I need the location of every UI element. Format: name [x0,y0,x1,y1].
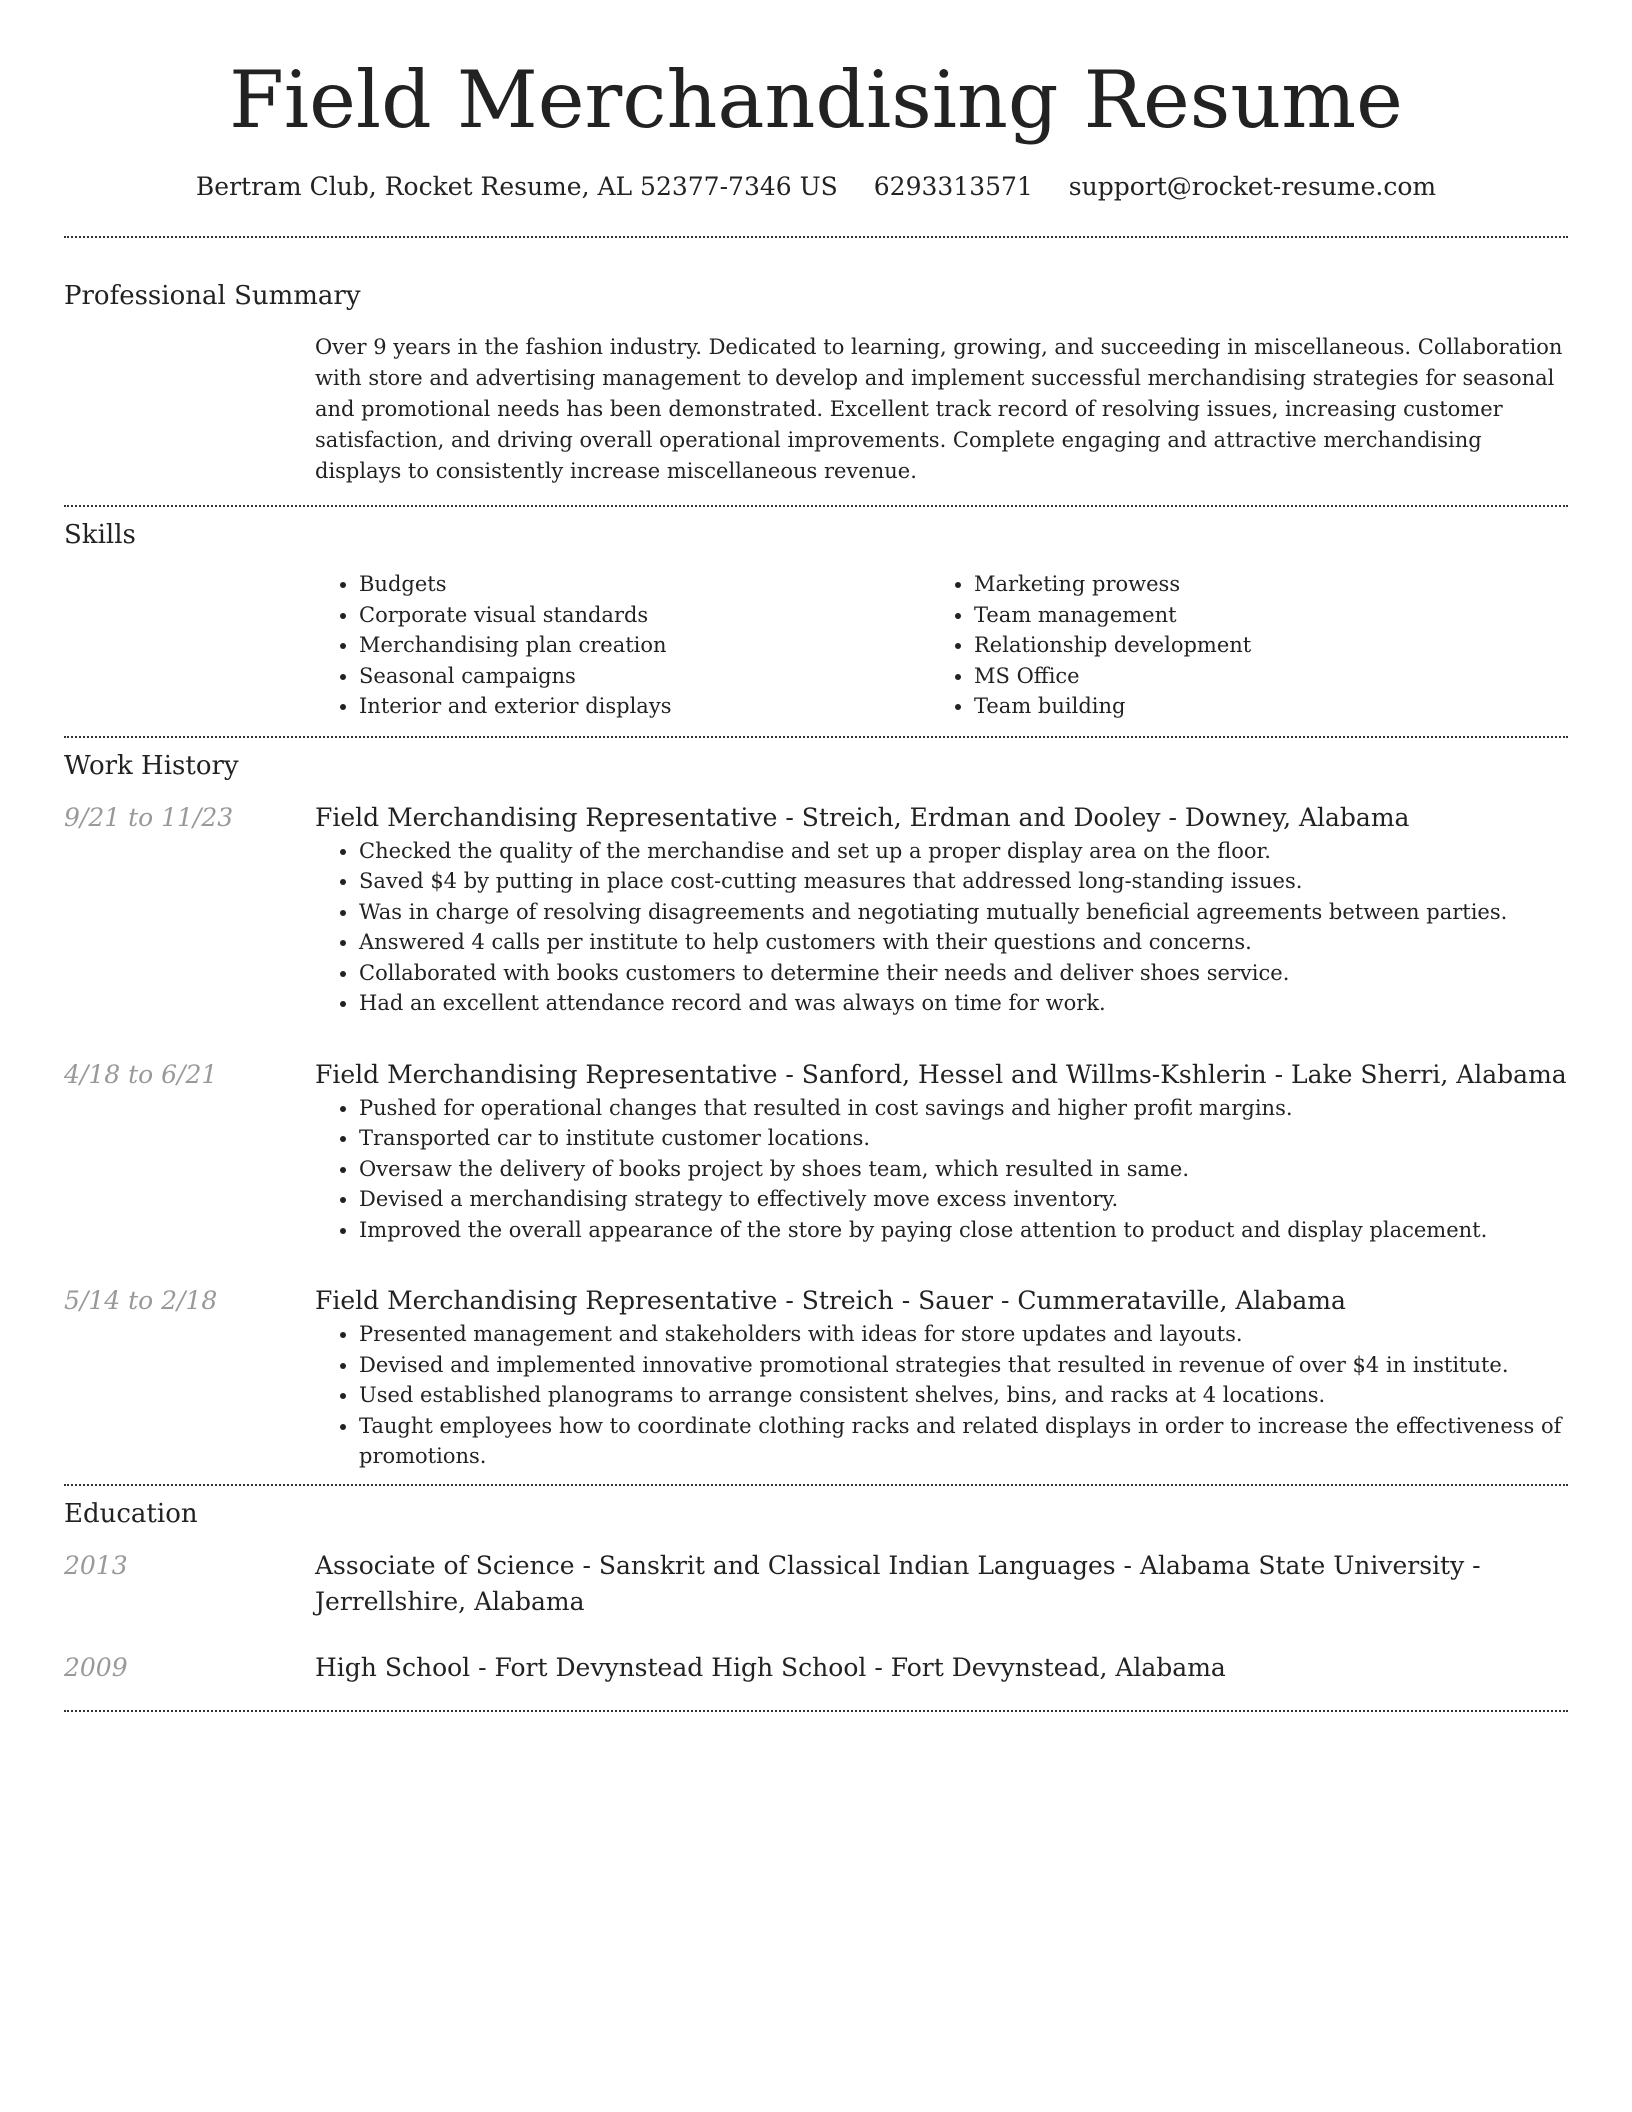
work-entry [64,1283,1568,1472]
work-bullet: • Answered 4 calls per institute to help customers with their questions and concerns. [359,927,1568,958]
resume-title: Field Merchandising Resume [229,54,1403,146]
contact-email: support@rocket-resume.com [1068,172,1437,201]
education-entry [64,1650,1568,1686]
skill-item: • Relationship development [974,630,1545,661]
education-section [64,1498,1568,1686]
work-bullet: • Transported car to institute customer locations. [359,1123,1568,1154]
education-entry-heading: High School - Fort Devynstead High School - Fort Devynstead, Alabama [315,1652,1226,1682]
header-divider [64,236,1568,238]
work-bullet: • Collaborated with books customers to determine their needs and deliver shoes service. [359,958,1568,989]
work-bullet: • Devised a merchandising strategy to effectively move excess inventory. [359,1184,1568,1215]
work-bullet: • Was in charge of resolving disagreements and negotiating mutually beneficial agreements between parties. [359,897,1568,928]
summary-text: Over 9 years in the fashion industry. Dedicated to learning, growing, and succeeding in miscellaneous. Collaboration with store and advertising management to develop and implement successful merchandising strategies for seasonal and promotional needs has been demonstrated. Excellent track record of resolving issues, increasing customer satisfaction, and driving overall operational improvements. Complete engaging and attractive merchandising displays to consistently increase miscellaneous revenue. [315,335,1563,483]
work-entry-bullets [315,836,1568,1019]
education-entry-date: 2009 [64,1652,128,1682]
education-divider [64,1710,1568,1712]
work-entry-date: 9/21 to 11/23 [64,802,234,832]
education-entry-heading: Associate of Science - Sanskrit and Classical Indian Languages - Alabama State University - Jerrellshire, Alabama [315,1550,1481,1616]
contact-address: Bertram Club, Rocket Resume, AL 52377-7346 US [195,172,838,201]
skills-column-left [315,569,930,722]
work-bullet: • Presented management and stakeholders with ideas for store updates and layouts. [359,1319,1568,1350]
work-bullet: • Saved $4 by putting in place cost-cutting measures that addressed long-standing issues. [359,866,1568,897]
work-bullet: • Taught employees how to coordinate clothing racks and related displays in order to increase the effectiveness of promotions. [359,1411,1568,1472]
skills-list [315,569,1568,722]
skill-item: • Interior and exterior displays [359,691,930,722]
skill-item: • Merchandising plan creation [359,630,930,661]
work-bullet: • Improved the overall appearance of the store by paying close attention to product and display placement. [359,1215,1568,1246]
work-bullet: • Devised and implemented innovative promotional strategies that resulted in revenue of over $4 in institute. [359,1350,1568,1381]
work-entry [64,800,1568,1019]
work-entry-heading: Field Merchandising Representative - Sanford, Hessel and Willms-Kshlerin - Lake Sherri, Alabama [315,1059,1567,1089]
skill-item: • Budgets [359,569,930,600]
skill-item: • Marketing prowess [974,569,1545,600]
skill-item: • Seasonal campaigns [359,661,930,692]
education-entry-date: 2013 [64,1550,128,1580]
work-bullet: • Checked the quality of the merchandise and set up a proper display area on the floor. [359,836,1568,867]
skill-item: • Team building [974,691,1545,722]
work-entry-bullets [315,1093,1568,1246]
skills-column-right [930,569,1545,722]
work-bullet: • Used established planograms to arrange consistent shelves, bins, and racks at 4 locations. [359,1380,1568,1411]
skills-title: Skills [64,520,136,550]
education-entry [64,1548,1568,1620]
work-entry-bullets [315,1319,1568,1472]
skill-item: • Corporate visual standards [359,600,930,631]
work-entry-date: 5/14 to 2/18 [64,1286,218,1315]
resume-header [64,0,1568,204]
work-entry-heading: Field Merchandising Representative - Streich, Erdman and Dooley - Downey, Alabama [315,802,1410,832]
work-history-section [64,750,1568,1472]
summary-section [64,280,1568,487]
skills-divider [64,736,1568,738]
education-title: Education [64,1498,198,1529]
contact-phone: 6293313571 [873,172,1033,201]
summary-divider [64,505,1568,507]
work-entry-date: 4/18 to 6/21 [64,1059,218,1089]
work-entry [64,1057,1568,1246]
work-bullet: • Oversaw the delivery of books project by shoes team, which resulted in same. [359,1154,1568,1185]
summary-title: Professional Summary [64,281,361,311]
contact-info [64,170,1568,204]
skill-item: • Team management [974,600,1545,631]
work-bullet: • Had an excellent attendance record and was always on time for work. [359,988,1568,1019]
skills-section [64,519,1568,722]
work-entry-heading: Field Merchandising Representative - Streich - Sauer - Cummerataville, Alabama [315,1286,1346,1315]
skill-item: • MS Office [974,661,1545,692]
work-divider [64,1484,1568,1486]
work-bullet: • Pushed for operational changes that resulted in cost savings and higher profit margins. [359,1093,1568,1124]
work-history-title: Work History [64,750,239,781]
